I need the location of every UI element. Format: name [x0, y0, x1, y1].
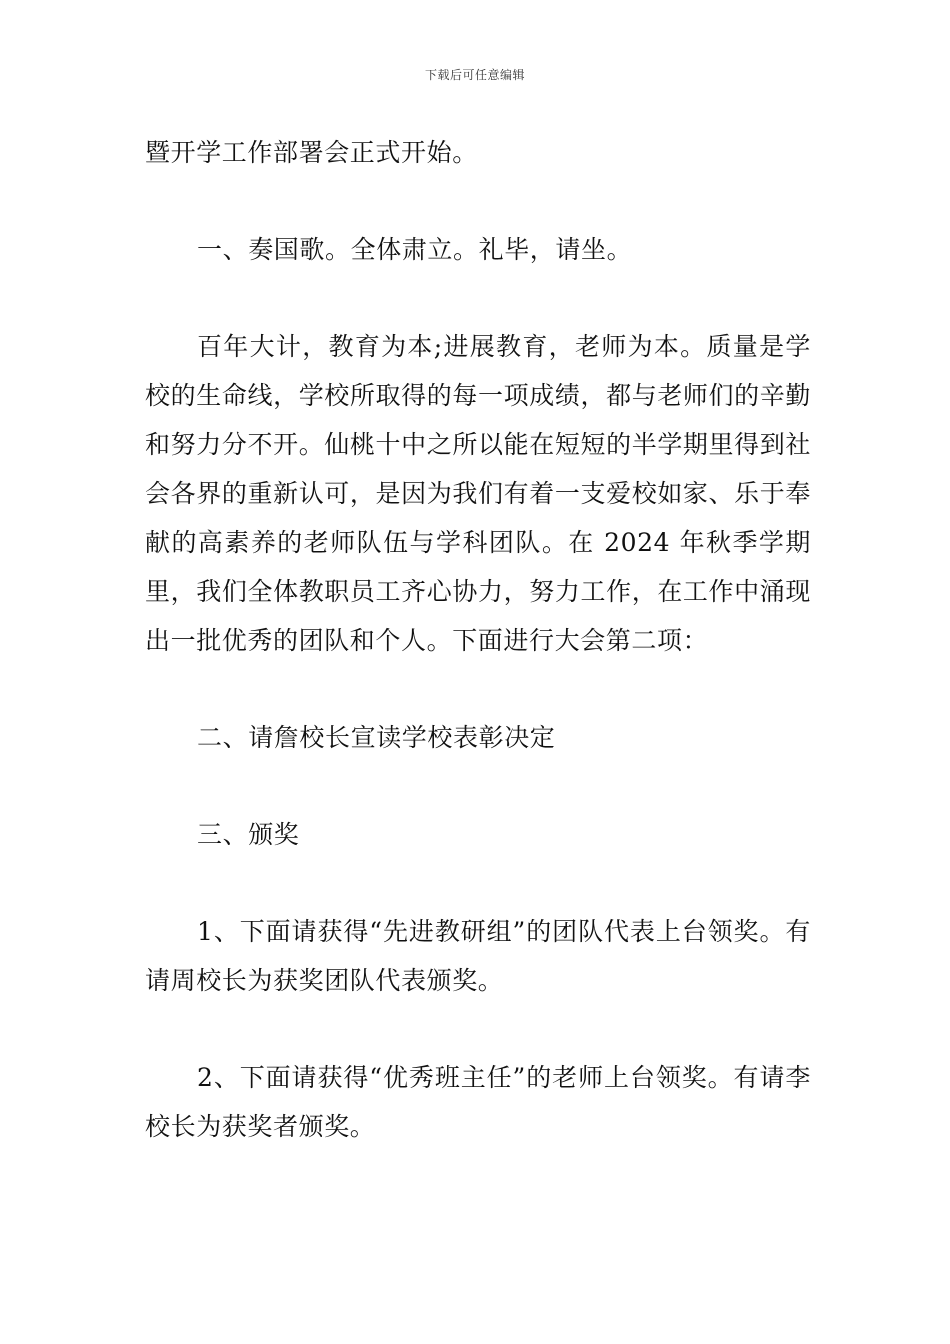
paragraph-award-2: 2、下面请获得“优秀班主任”的老师上台领奖。有请李校长为获奖者颁奖。 — [145, 1063, 811, 1141]
paragraph-gap — [145, 859, 811, 907]
paragraph-gap — [145, 1005, 811, 1053]
paragraph-gap — [145, 665, 811, 713]
page-header-note: 下载后可任意编辑 — [424, 68, 525, 82]
document-body — [145, 128, 811, 1151]
paragraph-gap — [145, 762, 811, 810]
paragraph-commendation: 二、请詹校长宣读学校表彰决定 — [197, 723, 556, 752]
paragraph-gap — [145, 177, 811, 225]
paragraph-gap — [145, 274, 811, 322]
paragraph-introduction: 百年大计，教育为本;进展教育，老师为本。质量是学校的生命线，学校所取得的每一项成绩，都与老师们的辛勤和努力分不开。仙桃十中之所以能在短短的半学期里得到社会各界的重新认可，是因为我们有着一支爱校如家、乐于奉献的高素养的老师队伍与学科团队。在 2024 年秋季学期里，我们全体教职员工齐心协力，努力工作，在工作中涌现出一批优秀的团队和个人。下面进行大会第二项： — [145, 332, 811, 655]
paragraph-award-1: 1、下面请获得“先进教研组”的团队代表上台领奖。有请周校长为获奖团队代表颁奖。 — [145, 917, 811, 995]
paragraph-anthem: 一、奏国歌。全体肃立。礼毕，请坐。 — [197, 235, 633, 264]
paragraph-opening: 暨开学工作部署会正式开始。 — [145, 138, 478, 167]
paragraph-awards-heading: 三、颁奖 — [197, 820, 300, 849]
